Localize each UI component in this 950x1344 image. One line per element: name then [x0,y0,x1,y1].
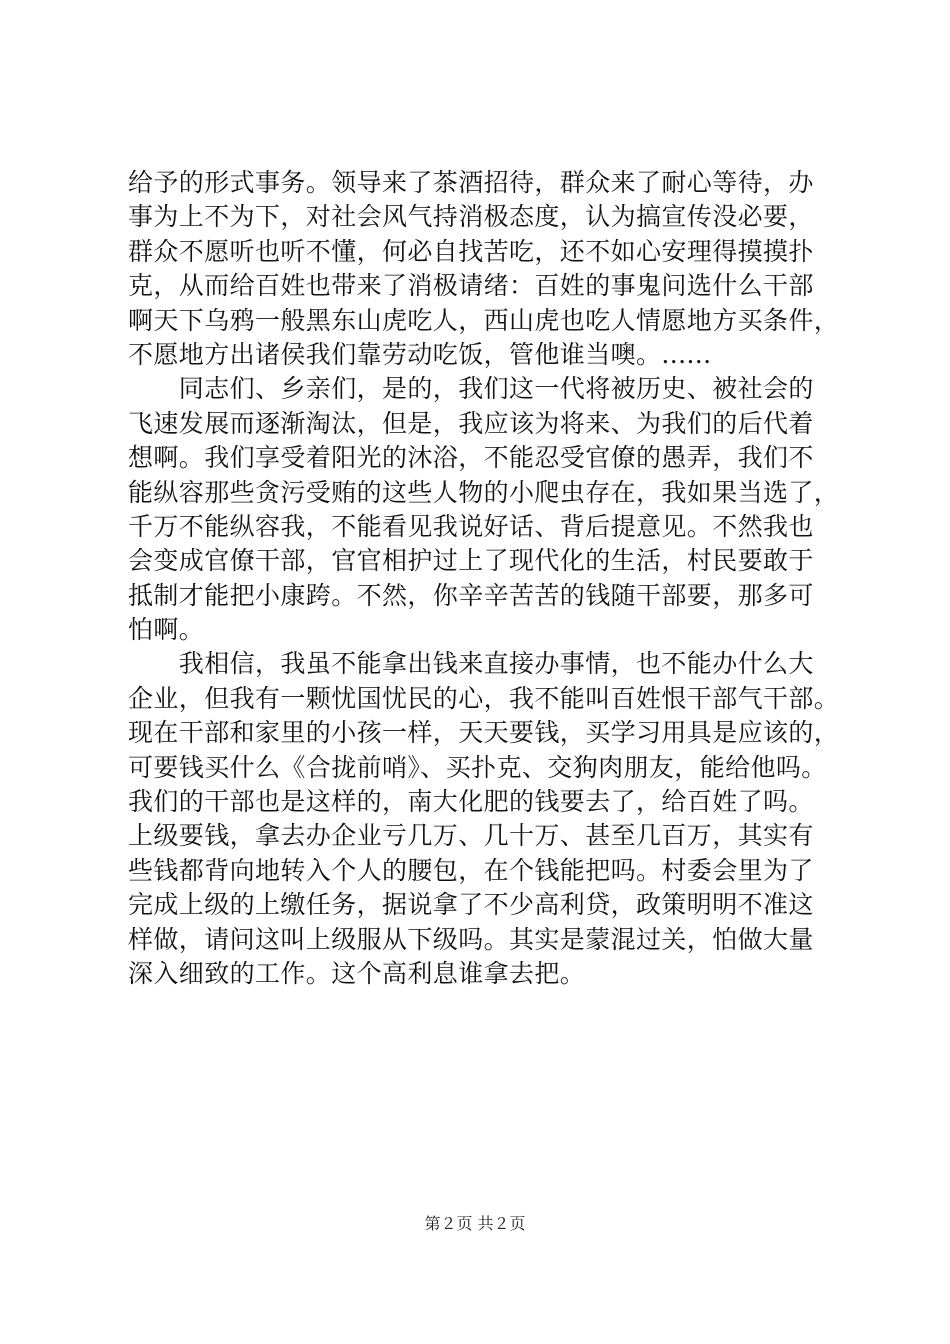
text-line: 样做，请问这叫上级服从下级吗。其实是蒙混过关，怕做大量 [128,924,814,954]
text-line: 给予的形式事务。领导来了茶酒招待，群众来了耐心等待，办 [128,168,814,197]
text-line: 会变成官僚干部，官官相护过上了现代化的生活，村民要敢于 [128,546,814,576]
text-line: 事为上不为下，对社会风气持消极态度，认为搞宣传没必要， [128,202,814,232]
text-line: 些钱都背向地转入个人的腰包，在个钱能把吗。村委会里为了 [128,855,814,885]
text-line: 飞速发展而逐渐淘汰，但是，我应该为将来、为我们的后代着 [128,408,814,438]
text-line: 能纵容那些贪污受贿的这些人物的小爬虫存在，我如果当选了， [128,477,840,507]
text-line: 企业，但我有一颗忧国忧民的心，我不能叫百姓恨干部气干部。 [128,683,840,713]
text-line: 啊天下乌鸦一般黑东山虎吃人，西山虎也吃人情愿地方买条件， [128,305,840,335]
text-line: 深入细致的工作。这个高利息谁拿去把。 [128,958,586,988]
page-number-footer: 第２页 共２页 [424,1214,526,1233]
text-line: 抵制才能把小康跨。不然，你辛辛苦苦的钱随干部要，那多可 [128,580,814,610]
text-line: 想啊。我们享受着阳光的沐浴，不能忍受官僚的愚弄，我们不 [128,443,814,473]
text-line: 克，从而给百姓也带来了消极请绪：百姓的事鬼问选什么干部 [128,271,814,301]
text-line: 完成上级的上缴任务，据说拿了不少高利贷，政策明明不准这 [128,890,814,920]
text-line: 同志们、乡亲们，是的，我们这一代将被历史、被社会的 [128,374,814,404]
text-line: 千万不能纵容我，不能看见我说好话、背后提意见。不然我也 [128,511,814,541]
text-line: 我们的干部也是这样的，南大化肥的钱要去了，给百姓了吗。 [128,787,814,817]
text-line: 怕啊。 [128,615,205,645]
body-text [128,166,840,991]
text-line: 可要钱买什么《合拢前哨》、买扑克、交狗肉朋友，能给他吗。 [128,752,827,782]
text-line: 现在干部和家里的小孩一样，天天要钱，买学习用具是应该的， [128,718,840,748]
text-line: 我相信，我虽不能拿出钱来直接办事情，也不能办什么大 [128,649,814,679]
text-line: 上级要钱，拿去办企业亏几万、几十万、甚至几百万，其实有 [128,821,814,851]
text-line: 不愿地方出诸侯我们靠劳动吃饭，管他谁当噢。...... [128,339,712,369]
text-line: 群众不愿听也听不懂，何必自找苦吃，还不如心安理得摸摸扑 [128,236,814,266]
